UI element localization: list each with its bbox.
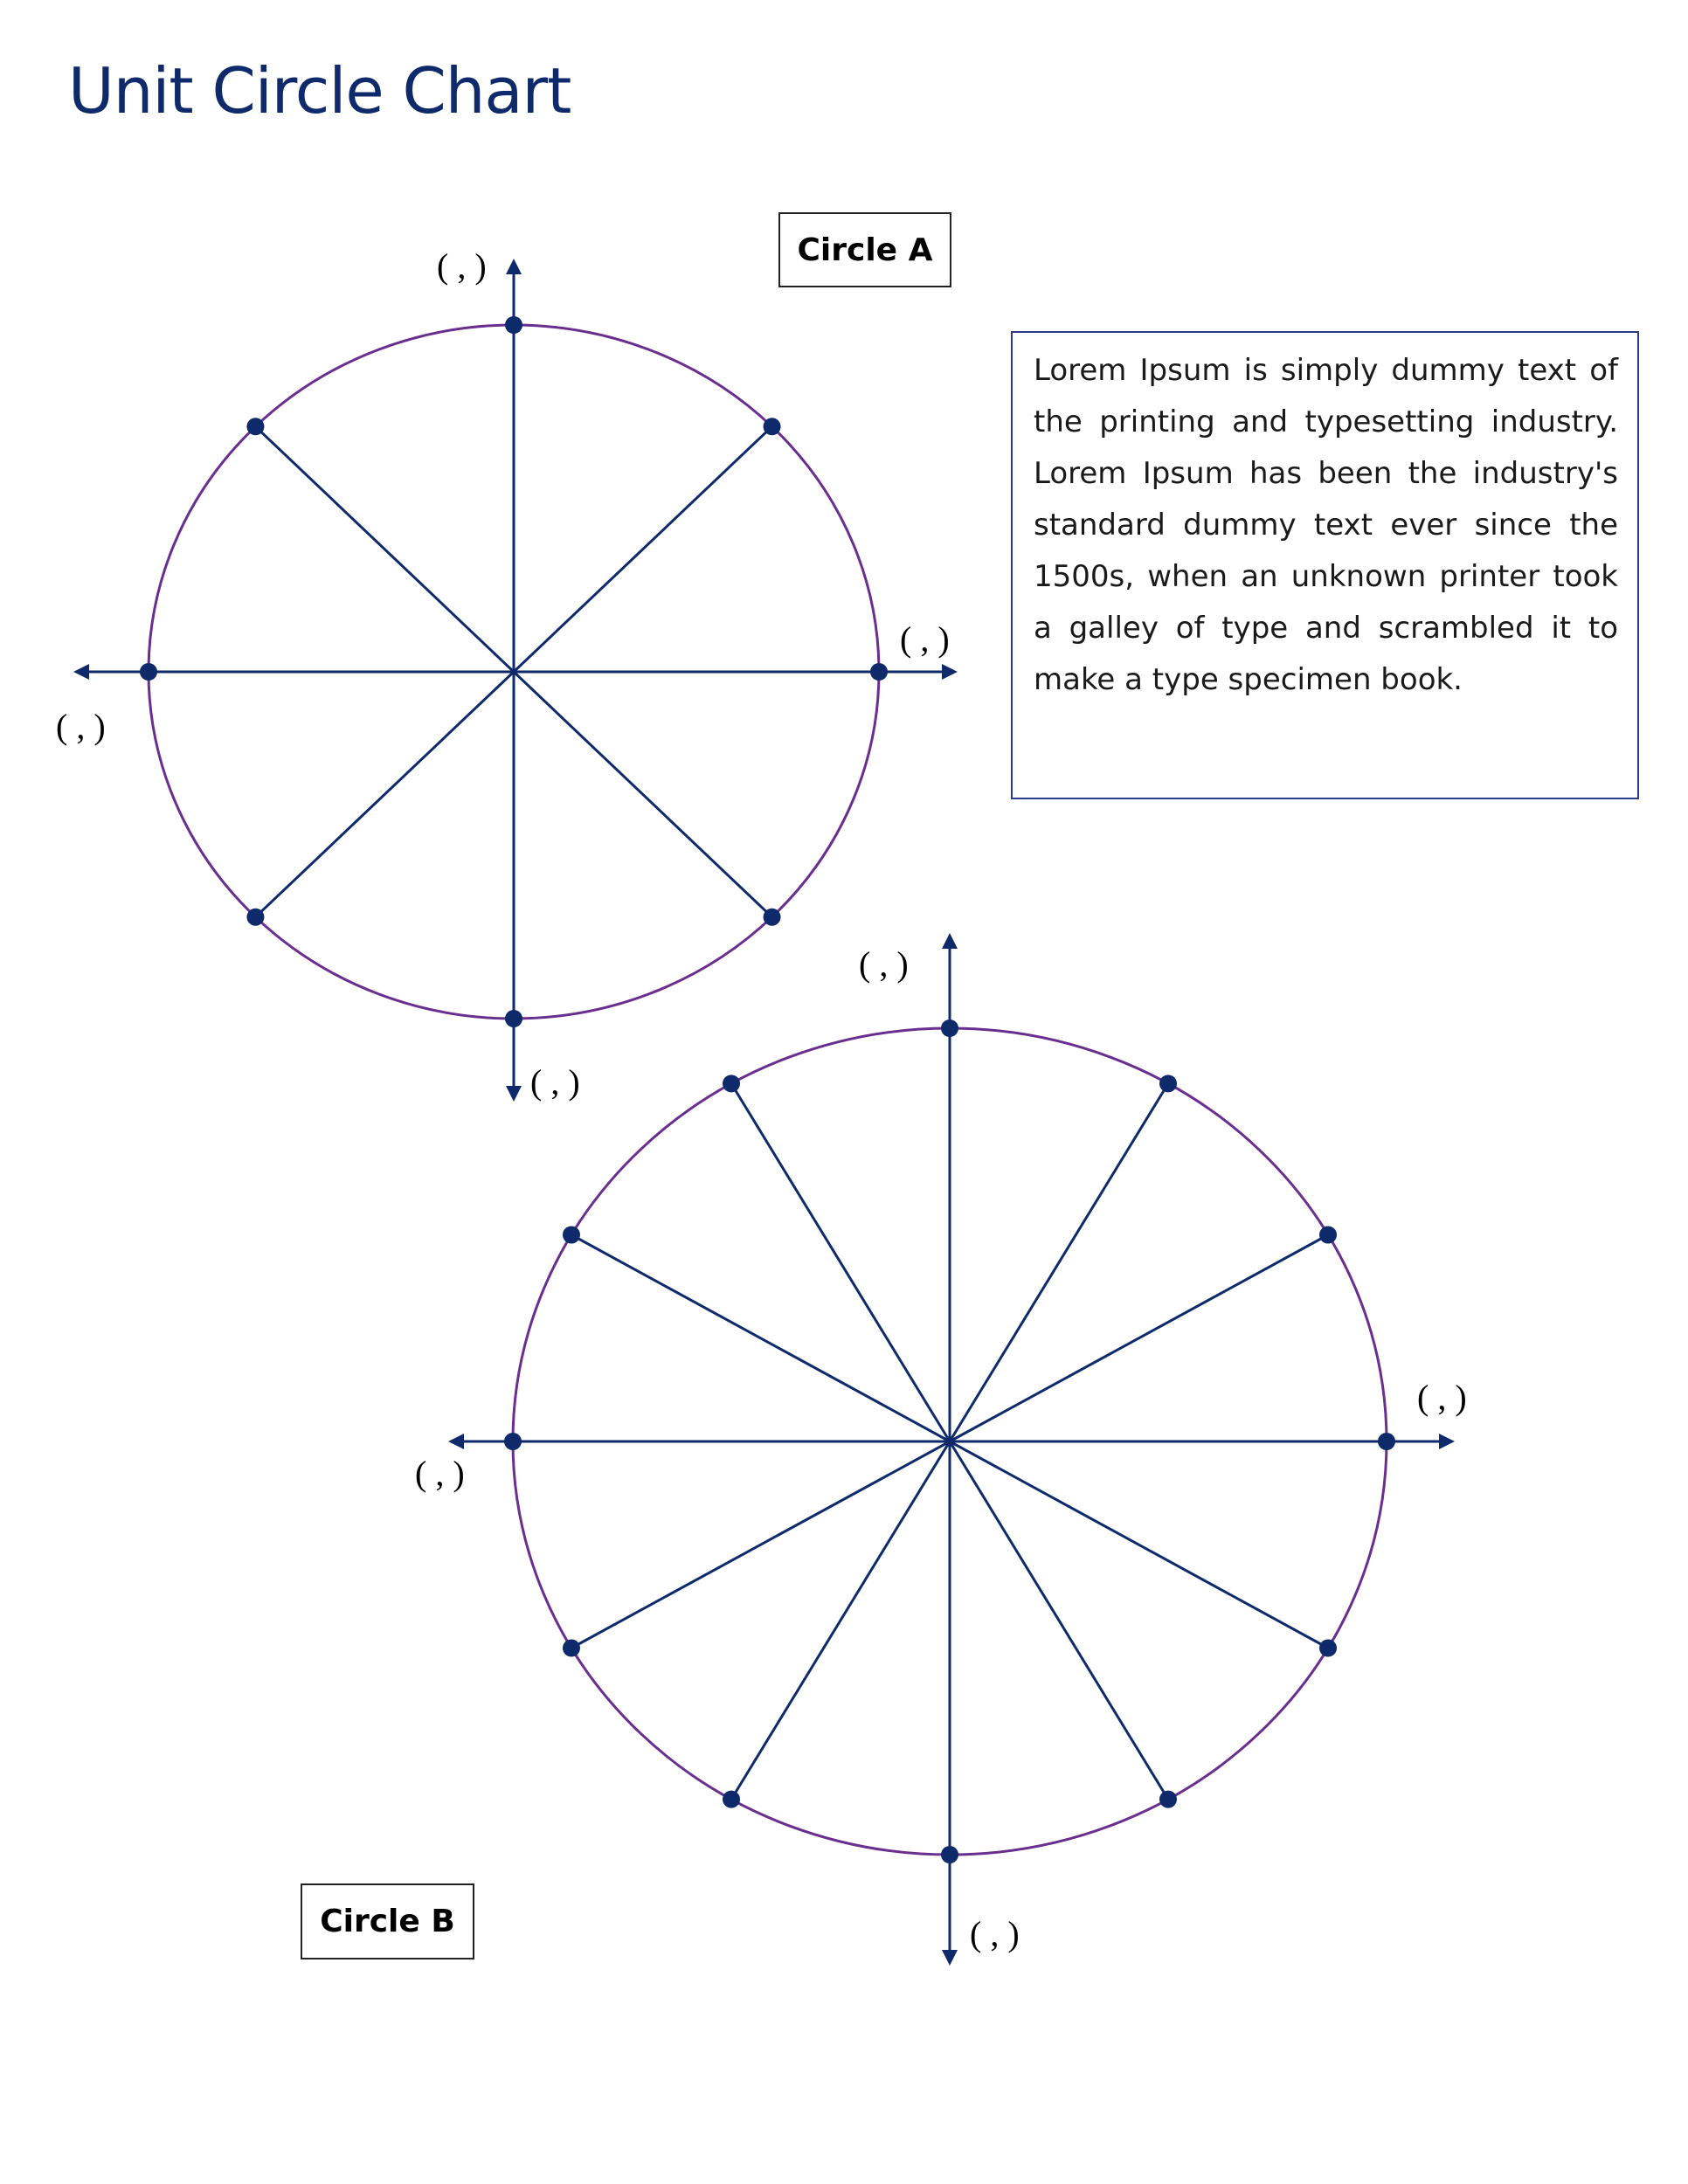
circle-a-coord-right: ( , ): [900, 619, 950, 659]
circle-b-coord-top: ( , ): [859, 944, 909, 984]
circle-b-point-0: [1378, 1433, 1395, 1450]
circle-b-point-240: [723, 1791, 740, 1808]
description-text: Lorem Ipsum is simply dummy text of the printing and typesetting industry. Lorem Ipsum has been the industry's standard dummy text ever since the 1500s, when an unknown printer took a galley of type and scrambled it to make a type specimen book.: [1034, 353, 1618, 697]
circle-b-point-150: [563, 1227, 580, 1244]
circle-a-coord-top: ( , ): [437, 246, 487, 286]
circle-a-coord-bottom: ( , ): [530, 1062, 580, 1102]
circle-b-point-210: [563, 1640, 580, 1657]
circle-a-spoke-135: [255, 426, 514, 672]
circle-b-point-180: [504, 1433, 522, 1450]
circle-b-point-60: [1159, 1075, 1177, 1092]
circle-b-spoke-30: [950, 1235, 1328, 1442]
circle-b-spoke-120: [731, 1083, 950, 1441]
circle-a-point-270: [505, 1010, 522, 1027]
circle-a-point-180: [140, 663, 157, 681]
circle-b-spoke-300: [950, 1441, 1168, 1800]
circle-a-point-135: [246, 418, 264, 435]
circle-b-point-270: [941, 1846, 958, 1863]
circle-b-point-90: [941, 1019, 958, 1037]
circle-b-label-text: Circle B: [320, 1904, 455, 1939]
circle-a-coord-left: ( , ): [56, 707, 106, 746]
circle-a-point-90: [505, 316, 522, 334]
circle-a-spoke-225: [255, 672, 514, 917]
circle-b-spoke-240: [731, 1441, 950, 1800]
circle-a-point-225: [246, 909, 264, 926]
circle-b-coord-left: ( , ): [415, 1454, 465, 1493]
circle-a-point-315: [764, 909, 781, 926]
page-title: Unit Circle Chart: [68, 54, 571, 128]
circle-b-spoke-150: [571, 1235, 950, 1442]
circle-b-spoke-330: [950, 1441, 1328, 1648]
circle-a-point-45: [764, 418, 781, 435]
circle-b-point-300: [1159, 1791, 1177, 1808]
circle-a: [56, 246, 950, 1102]
circle-b-coord-right: ( , ): [1417, 1378, 1467, 1417]
circle-b-spoke-210: [571, 1441, 950, 1648]
circle-b-point-120: [723, 1075, 740, 1092]
circle-a-spoke-45: [514, 426, 772, 672]
circle-a-spoke-315: [514, 672, 772, 917]
circle-b-spoke-60: [950, 1083, 1168, 1441]
circle-b-point-330: [1319, 1640, 1337, 1657]
circle-b-point-30: [1319, 1227, 1337, 1244]
circle-a-point-0: [870, 663, 888, 681]
circle-b-coord-bottom: ( , ): [970, 1914, 1020, 1953]
circle-a-label-text: Circle A: [797, 232, 933, 268]
